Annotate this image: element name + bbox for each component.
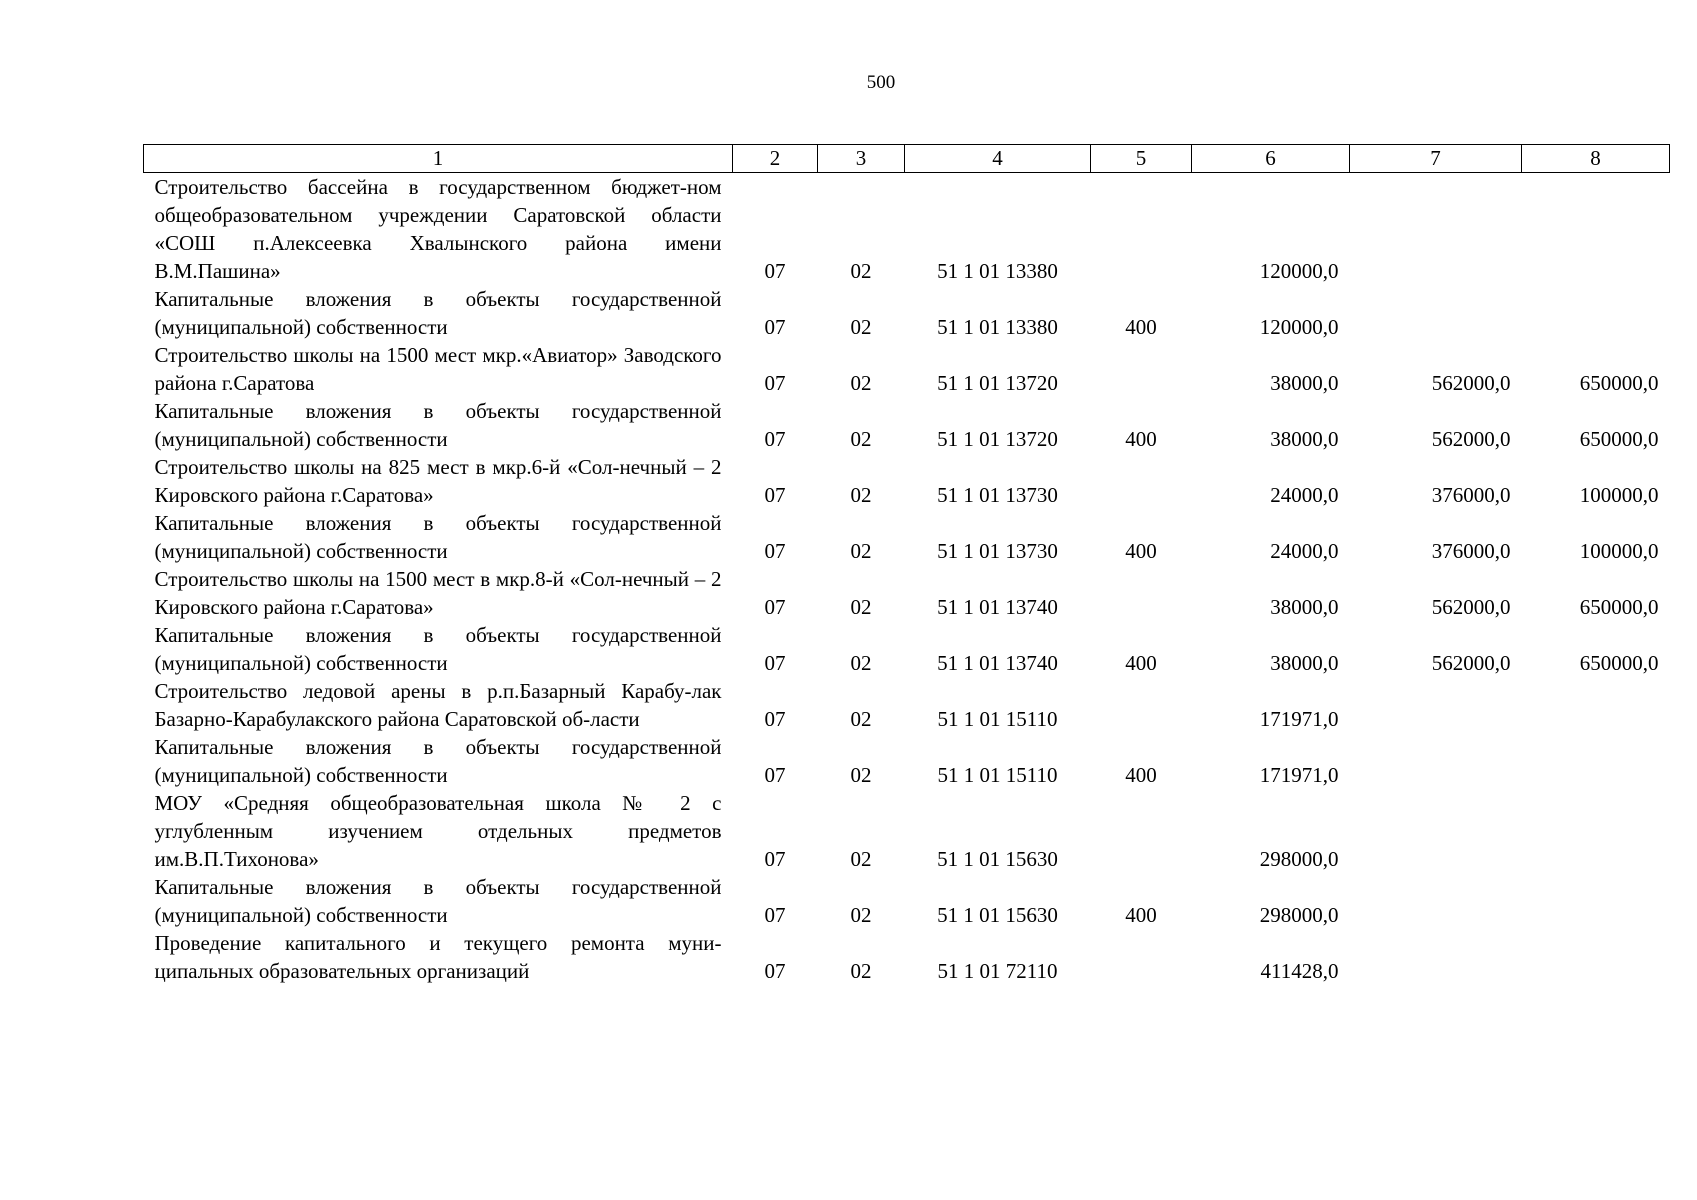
target-article-cell: 51 1 01 13730 bbox=[937, 483, 1058, 507]
amount-col-6-cell: 38000,0 bbox=[1270, 595, 1339, 619]
header-col-4: 4 bbox=[905, 145, 1091, 173]
amount-col-8-cell: 650000,0 bbox=[1579, 427, 1659, 451]
amount-col-7-cell: 376000,0 bbox=[1431, 539, 1511, 563]
amount-col-7-cell: 562000,0 bbox=[1431, 371, 1511, 395]
expense-type-cell: 400 bbox=[1125, 651, 1157, 675]
section-code-cell: 07 bbox=[764, 539, 786, 563]
expense-type-cell: 400 bbox=[1125, 763, 1157, 787]
section-code-cell: 07 bbox=[764, 427, 786, 451]
header-col-7: 7 bbox=[1350, 145, 1522, 173]
subsection-code-cell: 02 bbox=[850, 763, 872, 787]
amount-col-7-cell bbox=[1350, 733, 1522, 789]
target-article-cell: 51 1 01 13720 bbox=[937, 427, 1058, 451]
table-body bbox=[144, 173, 1670, 986]
section-code-cell: 07 bbox=[764, 903, 786, 927]
amount-col-6-cell: 171971,0 bbox=[1259, 763, 1339, 787]
subsection-code-cell: 02 bbox=[850, 539, 872, 563]
target-article-cell: 51 1 01 13740 bbox=[937, 595, 1058, 619]
amount-col-6-cell: 298000,0 bbox=[1259, 847, 1339, 871]
section-code-cell: 07 bbox=[764, 707, 786, 731]
target-article-cell: 51 1 01 15630 bbox=[937, 847, 1058, 871]
amount-col-6-cell: 171971,0 bbox=[1259, 707, 1339, 731]
section-code-cell: 07 bbox=[764, 651, 786, 675]
budget-table bbox=[143, 144, 1670, 985]
row-name-cell: МОУ «Средняя общеобразовательная школа № 2 с углубленным изучением отдельных предметов им.В.П.Тихонова» bbox=[154, 791, 722, 871]
target-article-cell: 51 1 01 13380 bbox=[937, 315, 1058, 339]
row-name-cell: Капитальные вложения в объекты государственной (муниципальной) собственности bbox=[154, 287, 722, 339]
subsection-code-cell: 02 bbox=[850, 959, 872, 983]
subsection-code-cell: 02 bbox=[850, 651, 872, 675]
amount-col-7-cell bbox=[1350, 789, 1522, 873]
section-code-cell: 07 bbox=[764, 259, 786, 283]
subsection-code-cell: 02 bbox=[850, 259, 872, 283]
amount-col-7-cell: 562000,0 bbox=[1431, 651, 1511, 675]
header-col-5: 5 bbox=[1091, 145, 1192, 173]
row-name-cell: Строительство школы на 1500 мест в мкр.8-й «Сол-нечный – 2 Кировского района г.Саратова» bbox=[154, 567, 722, 619]
section-code-cell: 07 bbox=[764, 847, 786, 871]
amount-col-6-cell: 38000,0 bbox=[1270, 371, 1339, 395]
section-code-cell: 07 bbox=[764, 763, 786, 787]
amount-col-7-cell: 376000,0 bbox=[1431, 483, 1511, 507]
expense-type-cell: 400 bbox=[1125, 315, 1157, 339]
row-name-cell: Строительство школы на 825 мест в мкр.6-й «Сол-нечный – 2 Кировского района г.Саратова» bbox=[154, 455, 722, 507]
subsection-code-cell: 02 bbox=[850, 483, 872, 507]
target-article-cell: 51 1 01 15110 bbox=[937, 707, 1058, 731]
header-col-2: 2 bbox=[733, 145, 818, 173]
page-number: 500 bbox=[866, 72, 896, 93]
row-name-cell: Строительство ледовой арены в р.п.Базарный Карабу-лак Базарно-Карабулакского района Саратовской об-ласти bbox=[154, 679, 722, 731]
row-name-cell: Капитальные вложения в объекты государственной (муниципальной) собственности bbox=[154, 511, 722, 563]
row-name-cell: Капитальные вложения в объекты государственной (муниципальной) собственности bbox=[154, 735, 722, 787]
header-col-1: 1 bbox=[144, 145, 733, 173]
section-code-cell: 07 bbox=[764, 371, 786, 395]
amount-col-7-cell bbox=[1350, 677, 1522, 733]
table-row bbox=[144, 873, 1670, 929]
table-row bbox=[144, 509, 1670, 565]
expense-type-cell bbox=[1091, 677, 1192, 733]
amount-col-6-cell: 411428,0 bbox=[1260, 959, 1339, 983]
amount-col-8-cell bbox=[1522, 789, 1670, 873]
expense-type-cell bbox=[1091, 173, 1192, 286]
expense-type-cell bbox=[1091, 789, 1192, 873]
subsection-code-cell: 02 bbox=[850, 371, 872, 395]
expense-type-cell bbox=[1091, 453, 1192, 509]
target-article-cell: 51 1 01 13720 bbox=[937, 371, 1058, 395]
table-row bbox=[144, 173, 1670, 286]
target-article-cell: 51 1 01 13380 bbox=[937, 259, 1058, 283]
expense-type-cell: 400 bbox=[1125, 539, 1157, 563]
table-row bbox=[144, 397, 1670, 453]
row-name-cell: Строительство бассейна в государственном бюджет-ном общеобразовательном учреждении Саратовской области «СОШ п.Алексеевка Хвалынского района имени В.М.Пашина» bbox=[154, 175, 722, 283]
table-row bbox=[144, 285, 1670, 341]
amount-col-8-cell: 650000,0 bbox=[1579, 595, 1659, 619]
amount-col-8-cell bbox=[1522, 929, 1670, 985]
amount-col-6-cell: 120000,0 bbox=[1259, 315, 1339, 339]
table-row bbox=[144, 341, 1670, 397]
amount-col-7-cell bbox=[1350, 929, 1522, 985]
subsection-code-cell: 02 bbox=[850, 707, 872, 731]
amount-col-8-cell bbox=[1522, 285, 1670, 341]
row-name-cell: Строительство школы на 1500 мест мкр.«Авиатор» Заводского района г.Саратова bbox=[154, 343, 722, 395]
header-col-8: 8 bbox=[1522, 145, 1670, 173]
amount-col-7-cell bbox=[1350, 873, 1522, 929]
section-code-cell: 07 bbox=[764, 959, 786, 983]
amount-col-6-cell: 298000,0 bbox=[1259, 903, 1339, 927]
amount-col-6-cell: 24000,0 bbox=[1270, 483, 1339, 507]
subsection-code-cell: 02 bbox=[850, 847, 872, 871]
amount-col-8-cell: 100000,0 bbox=[1579, 483, 1659, 507]
amount-col-8-cell bbox=[1522, 677, 1670, 733]
row-name-cell: Проведение капитального и текущего ремонта муни-ципальных образовательных организаций bbox=[154, 931, 722, 983]
amount-col-7-cell: 562000,0 bbox=[1431, 595, 1511, 619]
table-row bbox=[144, 565, 1670, 621]
amount-col-6-cell: 38000,0 bbox=[1270, 427, 1339, 451]
target-article-cell: 51 1 01 13730 bbox=[937, 539, 1058, 563]
target-article-cell: 51 1 01 15110 bbox=[937, 763, 1058, 787]
section-code-cell: 07 bbox=[764, 315, 786, 339]
subsection-code-cell: 02 bbox=[850, 315, 872, 339]
subsection-code-cell: 02 bbox=[850, 903, 872, 927]
amount-col-8-cell bbox=[1522, 733, 1670, 789]
amount-col-8-cell: 100000,0 bbox=[1579, 539, 1659, 563]
header-row bbox=[144, 145, 1670, 173]
amount-col-6-cell: 120000,0 bbox=[1259, 259, 1339, 283]
section-code-cell: 07 bbox=[764, 595, 786, 619]
subsection-code-cell: 02 bbox=[850, 595, 872, 619]
amount-col-8-cell: 650000,0 bbox=[1579, 371, 1659, 395]
target-article-cell: 51 1 01 13740 bbox=[937, 651, 1058, 675]
header-col-3: 3 bbox=[818, 145, 905, 173]
expense-type-cell bbox=[1091, 929, 1192, 985]
amount-col-6-cell: 24000,0 bbox=[1270, 539, 1339, 563]
amount-col-7-cell bbox=[1350, 173, 1522, 286]
amount-col-6-cell: 38000,0 bbox=[1270, 651, 1339, 675]
row-name-cell: Капитальные вложения в объекты государственной (муниципальной) собственности bbox=[154, 875, 722, 927]
amount-col-8-cell bbox=[1522, 873, 1670, 929]
table-row bbox=[144, 929, 1670, 985]
subsection-code-cell: 02 bbox=[850, 427, 872, 451]
expense-type-cell: 400 bbox=[1125, 427, 1157, 451]
expense-type-cell bbox=[1091, 341, 1192, 397]
row-name-cell: Капитальные вложения в объекты государственной (муниципальной) собственности bbox=[154, 623, 722, 675]
section-code-cell: 07 bbox=[764, 483, 786, 507]
amount-col-7-cell bbox=[1350, 285, 1522, 341]
table-row bbox=[144, 733, 1670, 789]
expense-type-cell bbox=[1091, 565, 1192, 621]
target-article-cell: 51 1 01 15630 bbox=[937, 903, 1058, 927]
amount-col-8-cell: 650000,0 bbox=[1579, 651, 1659, 675]
amount-col-8-cell bbox=[1522, 173, 1670, 286]
row-name-cell: Капитальные вложения в объекты государственной (муниципальной) собственности bbox=[154, 399, 722, 451]
table-row bbox=[144, 677, 1670, 733]
table-row bbox=[144, 789, 1670, 873]
amount-col-7-cell: 562000,0 bbox=[1431, 427, 1511, 451]
table-row bbox=[144, 453, 1670, 509]
header-col-6: 6 bbox=[1192, 145, 1350, 173]
target-article-cell: 51 1 01 72110 bbox=[937, 959, 1058, 983]
expense-type-cell: 400 bbox=[1125, 903, 1157, 927]
table-header bbox=[144, 145, 1670, 173]
table-row bbox=[144, 621, 1670, 677]
